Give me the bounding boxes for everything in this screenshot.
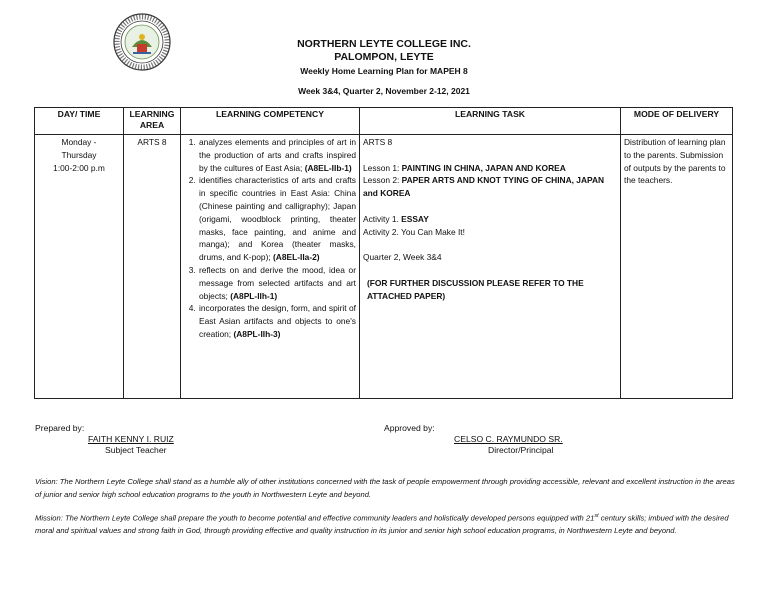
time-range: 1:00-2:00 p.m [53,162,105,173]
plan-title: Weekly Home Learning Plan for MAPEH 8 [300,66,468,76]
vision-statement [35,476,735,501]
header-mode-of-delivery: MODE OF DELIVERY [621,108,733,135]
competency-code: (A8EL-IIa-2) [273,252,320,263]
lesson-2-title: PAPER ARTS AND KNOT TYING OF CHINA, JAPAN and KOREA [363,175,605,199]
day-start: Monday - [61,137,97,147]
mission-label: Mission: [35,513,63,523]
header-learning-area: LEARNING AREA [124,108,181,135]
learning-task-cell [360,135,621,399]
activity-1-title: ESSAY [401,213,429,224]
competency-code: (A8PL-IIh-3) [233,328,281,339]
mode-of-delivery-cell: Distribution of learning plan to the parents. Submission of outputs by the parents to the teachers. [621,135,733,399]
mission-statement [35,510,735,538]
table-header-row [35,108,733,135]
task-activity-1 [363,213,617,226]
task-quarter: Quarter 2, Week 3&4 [363,252,442,263]
mission-superscript: st [594,513,599,519]
competency-item [198,264,356,302]
mission-text-part-2: century skills; imbued with the desired moral and spiritual values and strong faith in God, through providing effective and quality instruction in its junior and senior high school education programs, in Northwestern Leyte and beyond. [35,513,729,536]
header-learning-task: LEARNING TASK [360,108,621,135]
competency-item [198,174,356,264]
prepared-by-name: FAITH KENNY I. RUIZ [88,434,174,444]
day-time-cell [35,135,124,399]
competency-text: incorporates the design, form, and spirit of East Asian artifacts and objects to one's creation; [199,303,356,339]
table-row [35,135,733,399]
vision-text: The Northern Leyte College shall stand as a humble ally of other institutions concerned with the task of people empowerment through providing accessible, relevant and excellent instruction in the areas of junior and senior high school education programs to the youth in Northwestern Leyte and beyond. [35,477,735,499]
competency-text: reflects on and derive the mood, idea or message from selected artifacts and art objects; [199,264,356,301]
mission-text-part-1: The Northern Leyte College shall prepare the youth to become potential and effective community leaders and holistically developed persons equipped with 21 [64,513,595,523]
approved-by-name: CELSO C. RAYMUNDO SR. [454,434,563,444]
day-end: Thursday [61,149,97,160]
competency-item [198,302,356,340]
school-name: NORTHERN LEYTE COLLEGE INC. [297,38,471,50]
competency-text: identifies characteristics of arts and crafts in specific countries in East Asia: China (Chinese painting and calligraphy); Japan (origami, woodblock printing, theater masks, face painting, and anime and manga); and Korea (theater masks, drums, and K-pop); [199,175,356,263]
task-lesson-2 [363,174,617,200]
activity-1-prefix: Activity 1. [363,213,402,224]
lesson-1-prefix: Lesson 1: [363,162,402,173]
week-info: Week 3&4, Quarter 2, November 2-12, 2021 [298,86,470,96]
competency-code: (A8EL-IIb-1) [304,162,352,173]
competency-text: analyzes elements and principles of art in the production of arts and crafts inspired by the cultures of East Asia; [199,137,356,173]
task-activity-2: Activity 2. You Can Make It! [363,226,465,237]
task-lesson-1 [363,162,617,175]
task-subject: ARTS 8 [363,137,393,147]
competency-cell [181,135,360,399]
lesson-2-prefix: Lesson 2: [363,175,402,186]
task-note: (FOR FURTHER DISCUSSION PLEASE REFER TO THE ATTACHED PAPER) [367,277,584,301]
approved-by-label: Approved by: [384,423,435,433]
school-location: PALOMPON, LEYTE [334,51,434,63]
vision-label: Vision: [35,477,58,486]
competency-item [198,136,356,174]
prepared-by-label: Prepared by: [35,423,85,433]
learning-plan-table [34,107,733,399]
lesson-1-title: PAINTING IN CHINA, JAPAN AND KOREA [401,162,566,173]
prepared-by-role: Subject Teacher [105,445,167,455]
competency-code: (A8PL-IIh-1) [230,290,278,301]
approved-by-role: Director/Principal [488,445,554,455]
header-day-time: DAY/ TIME [35,108,124,135]
learning-area-cell: ARTS 8 [124,135,181,399]
header-learning-competency: LEARNING COMPETENCY [181,108,360,135]
